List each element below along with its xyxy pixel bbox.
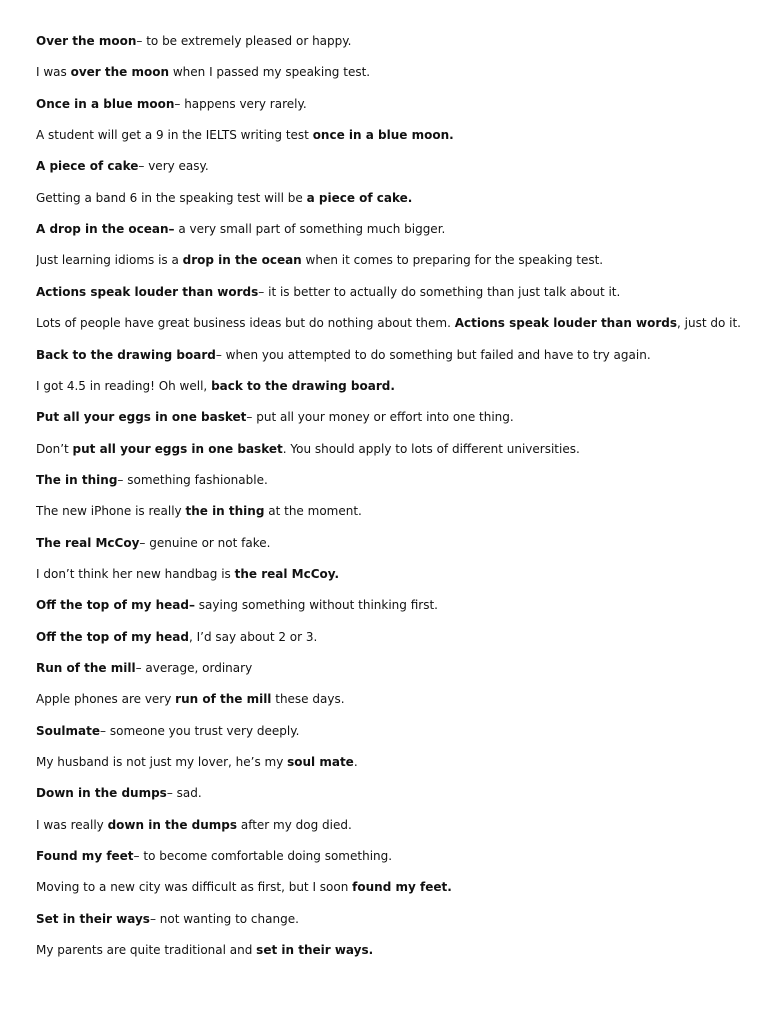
idiom-phrase: once in a blue moon.: [312, 128, 454, 142]
line-text: – when you attempted to do something but failed and have to try again.: [215, 348, 651, 362]
line-text: , just do it.: [677, 316, 741, 330]
line-text: – very easy.: [138, 159, 209, 173]
idiom-phrase: put all your eggs in one basket: [72, 442, 283, 456]
idiom-definition-line: [36, 409, 748, 425]
line-text: , I’d say about 2 or 3.: [188, 630, 318, 644]
idiom-definition-line: [36, 284, 748, 300]
line-text: I was: [36, 65, 71, 79]
idiom-phrase: soul mate: [287, 755, 354, 769]
line-text: – not wanting to change.: [149, 912, 299, 926]
idiom-example-line: [36, 942, 748, 958]
line-text: Apple phones are very: [36, 692, 176, 706]
line-text: I got 4.5 in reading! Oh well,: [36, 379, 212, 393]
line-text: My husband is not just my lover, he’s my: [36, 755, 288, 769]
idiom-phrase: Actions speak louder than words: [36, 285, 259, 299]
line-text: Getting a band 6 in the speaking test will be: [36, 191, 307, 205]
idiom-phrase: Soulmate: [36, 724, 101, 738]
line-text: when it comes to preparing for the speaking test.: [301, 253, 604, 267]
idiom-example-line: [36, 629, 748, 645]
line-text: Just learning idioms is a: [36, 253, 183, 267]
idiom-definition-line: [36, 535, 748, 551]
line-text: Don’t: [36, 442, 73, 456]
line-text: – it is better to actually do something than just talk about it.: [258, 285, 621, 299]
idiom-definition-line: [36, 597, 748, 613]
idiom-phrase: The real McCoy: [36, 536, 140, 550]
idiom-phrase: the real McCoy.: [234, 567, 340, 581]
line-text: a very small part of something much bigger.: [174, 222, 446, 236]
idiom-definition-line: [36, 660, 748, 676]
line-text: saying something without thinking first.: [194, 598, 438, 612]
line-text: .: [353, 755, 358, 769]
idiom-example-line: [36, 817, 748, 833]
line-text: at the moment.: [264, 504, 362, 518]
line-text: – something fashionable.: [117, 473, 268, 487]
idiom-example-line: [36, 252, 748, 268]
line-text: after my dog died.: [237, 818, 352, 832]
idiom-phrase: Set in their ways: [36, 912, 150, 926]
idiom-phrase: Over the moon: [36, 34, 137, 48]
idiom-phrase: Back to the drawing board: [36, 348, 216, 362]
idiom-phrase: set in their ways.: [256, 943, 374, 957]
idiom-definition-line: [36, 96, 748, 112]
idiom-example-line: [36, 378, 748, 394]
idiom-example-line: [36, 127, 748, 143]
line-text: – put all your money or effort into one thing.: [246, 410, 514, 424]
line-text: Moving to a new city was difficult as first, but I soon: [36, 880, 353, 894]
idiom-phrase: Actions speak louder than words: [454, 316, 678, 330]
line-text: when I passed my speaking test.: [169, 65, 371, 79]
line-text: these days.: [271, 692, 345, 706]
idiom-example-line: [36, 754, 748, 770]
idiom-definition-line: [36, 33, 748, 49]
line-text: I was really: [36, 818, 108, 832]
idiom-definition-line: [36, 158, 748, 174]
idiom-example-line: [36, 441, 748, 457]
idiom-phrase: A piece of cake: [36, 159, 139, 173]
idiom-example-line: [36, 190, 748, 206]
line-text: – to be extremely pleased or happy.: [136, 34, 352, 48]
idiom-definition-line: [36, 785, 748, 801]
idiom-phrase: The in thing: [36, 473, 118, 487]
line-text: – happens very rarely.: [174, 97, 307, 111]
line-text: Lots of people have great business ideas but do nothing about them.: [36, 316, 455, 330]
line-text: I don’t think her new handbag is: [36, 567, 235, 581]
idiom-definition-line: [36, 347, 748, 363]
idiom-phrase: the in thing: [185, 504, 265, 518]
line-text: – sad.: [166, 786, 202, 800]
idiom-phrase: back to the drawing board.: [211, 379, 395, 393]
idiom-phrase: drop in the ocean: [182, 253, 302, 267]
idiom-phrase: Put all your eggs in one basket: [36, 410, 247, 424]
idiom-definition-line: [36, 723, 748, 739]
idiom-phrase: A drop in the ocean–: [36, 222, 175, 236]
idiom-phrase: Found my feet: [36, 849, 134, 863]
idiom-example-line: [36, 315, 748, 331]
idiom-definition-line: [36, 472, 748, 488]
idiom-phrase: Once in a blue moon: [36, 97, 175, 111]
line-text: – to become comfortable doing something.: [133, 849, 393, 863]
line-text: A student will get a 9 in the IELTS writing test: [36, 128, 313, 142]
idiom-example-line: [36, 503, 748, 519]
line-text: My parents are quite traditional and: [36, 943, 257, 957]
line-text: – genuine or not fake.: [139, 536, 271, 550]
line-text: – average, ordinary: [135, 661, 253, 675]
idiom-phrase: down in the dumps: [107, 818, 238, 832]
idiom-phrase: run of the mill: [175, 692, 272, 706]
idiom-example-line: [36, 879, 748, 895]
idiom-phrase: Off the top of my head–: [36, 598, 195, 612]
idiom-definition-line: [36, 911, 748, 927]
idiom-phrase: Run of the mill: [36, 661, 136, 675]
idiom-phrase: Off the top of my head: [36, 630, 189, 644]
line-text: – someone you trust very deeply.: [100, 724, 300, 738]
idiom-phrase: over the moon: [70, 65, 170, 79]
idiom-example-line: [36, 64, 748, 80]
line-text: . You should apply to lots of different universities.: [282, 442, 580, 456]
idiom-phrase: Down in the dumps: [36, 786, 167, 800]
line-text: The new iPhone is really: [36, 504, 186, 518]
idiom-definition-line: [36, 221, 748, 237]
idiom-phrase: found my feet.: [352, 880, 452, 894]
idiom-example-line: [36, 691, 748, 707]
idiom-definition-line: [36, 848, 748, 864]
idiom-phrase: a piece of cake.: [306, 191, 413, 205]
idiom-example-line: [36, 566, 748, 582]
